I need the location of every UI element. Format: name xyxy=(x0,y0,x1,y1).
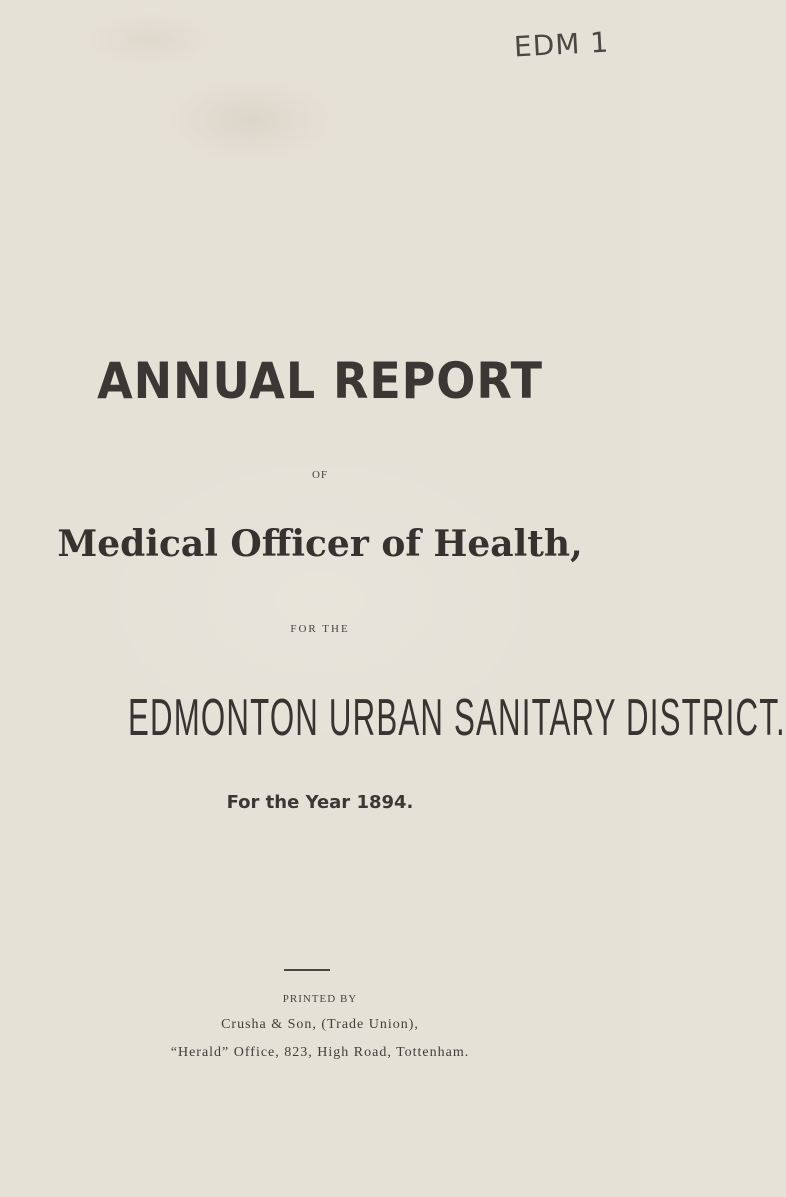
printer-name: Crusha & Son, (Trade Union), xyxy=(221,1017,419,1032)
printed-by-label: PRINTED BY xyxy=(282,993,358,1005)
report-year: For the Year 1894. xyxy=(226,792,414,813)
divider-rule xyxy=(284,969,330,971)
of-text: OF xyxy=(311,469,329,481)
report-subtitle: Medical Officer of Health, xyxy=(57,523,583,565)
printer-address: “Herald” Office, 823, High Road, Tottenham. xyxy=(170,1045,470,1060)
report-title: ANNUAL REPORT xyxy=(97,352,543,410)
for-the-text: FOR THE xyxy=(290,623,350,635)
handwritten-catalog-mark: EDM 1 xyxy=(513,25,610,64)
district-name: EDMONTON URBAN SANITARY DISTRICT. xyxy=(128,689,786,747)
